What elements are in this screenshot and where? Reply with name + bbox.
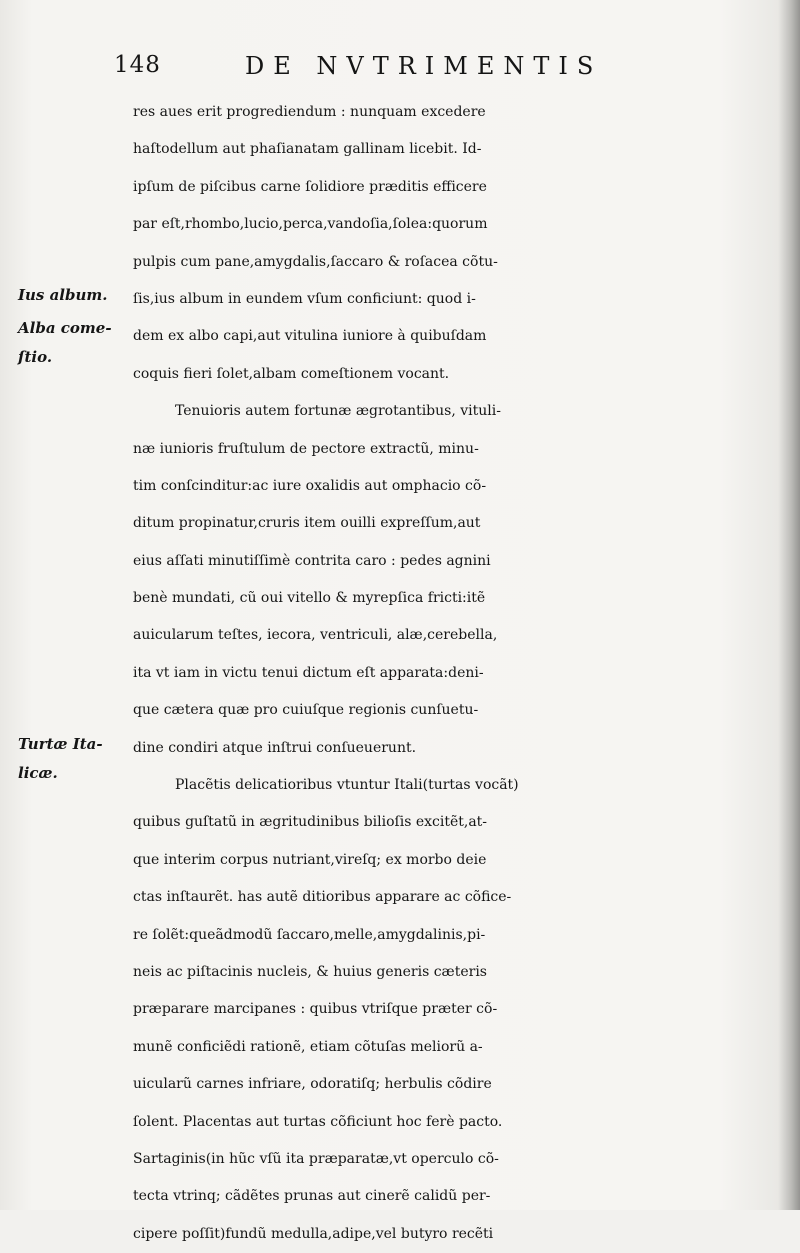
margin-note-alba-come: Alba come- <box>18 319 112 337</box>
text-line: ita vt iam in victu tenui dictum eſt apparata:deni- <box>133 664 484 681</box>
text-line: præparare marcipanes : quibus vtriſque præter cõ- <box>133 1001 498 1018</box>
text-line: ipſum de piſcibus carne ſolidiore præditis efficere <box>133 178 487 195</box>
text-line: Tenuioris autem fortunæ ægrotantibus, vituli- <box>175 403 501 420</box>
text-line: næ iunioris fruſtulum de pectore extractũ, minu- <box>133 440 479 457</box>
text-line: cipere poſſit)fundũ medulla,adipe,vel butyro recẽti <box>133 1225 494 1242</box>
text-line: res aues erit progrediendum : nunquam excedere <box>133 104 486 120</box>
text-line: que interim corpus nutriant,vireſq; ex morbo deie <box>133 851 487 868</box>
running-head: DE NVTRIMENTIS <box>245 52 603 80</box>
text-line: dine condiri atque inſtrui conſueuerunt. <box>133 739 417 756</box>
text-line: auicularum teſtes, iecora, ventriculi, alæ,cerebella, <box>133 627 498 644</box>
text-line: munẽ conficiẽdi rationẽ, etiam cõtuſas meliorũ a- <box>133 1038 483 1055</box>
body-text <box>133 94 773 1253</box>
page-number: 148 <box>114 52 161 78</box>
text-line: tim conſcinditur:ac iure oxalidis aut omphacio cõ- <box>133 477 487 494</box>
text-line: Sartaginis(in hũc vſũ ita præparatæ,vt operculo cõ- <box>133 1150 499 1167</box>
text-line: Placẽtis delicatioribus vtuntur Itali(turtas vocãt) <box>175 777 519 794</box>
text-line: coquis fieri ſolet,albam comeſtionem vocant. <box>133 365 450 382</box>
margin-note-turtae-ita: Turtæ Ita- <box>18 735 103 753</box>
text-line: tecta vtrinq; cãdẽtes prunas aut cinerẽ calidũ per- <box>133 1188 491 1205</box>
margin-note-ius-album: Ius album. <box>18 286 108 304</box>
text-line: uicularũ carnes infriare, odoratiſq; herbulis cõdire <box>133 1076 492 1093</box>
text-line: haſtodellum aut phaſianatam gallinam licebit. Id- <box>133 141 482 158</box>
text-line: dem ex albo capi,aut vitulina iuniore à quibuſdam <box>133 328 487 345</box>
text-line: par eſt,rhombo,lucio,perca,vandoſia,ſolea:quorum <box>133 216 488 233</box>
text-line: eius aſſati minutiſſimè contrita caro : pedes agnini <box>133 552 491 569</box>
text-line: benè mundati, cũ oui vitello & myrepſica fricti:itẽ <box>133 590 486 607</box>
text-line: ditum propinatur,cruris item ouilli expreſſum,aut <box>133 515 481 532</box>
text-line: re ſolẽt:queãdmodũ ſaccaro,melle,amygdalinis,pi- <box>133 926 486 943</box>
text-line: que cætera quæ pro cuiuſque regionis cunſuetu- <box>133 702 479 719</box>
text-line: quibus guſtatũ in ægritudinibus bilioſis excitẽt,at- <box>133 814 488 831</box>
text-line: pulpis cum pane,amygdalis,ſaccaro & roſacea cõtu- <box>133 253 498 270</box>
text-line: neis ac piſtacinis nucleis, & huius generis cæteris <box>133 963 487 980</box>
margin-note-licae: licæ. <box>18 764 58 782</box>
text-line: ſolent. Placentas aut turtas cõficiunt hoc ferè pacto. <box>133 1113 503 1130</box>
text-line: ctas inſtaurẽt. has autẽ ditioribus apparare ac cõfice- <box>133 889 512 906</box>
margin-note-stio: ſtio. <box>18 348 53 366</box>
page-spine-shadow <box>778 0 800 1210</box>
text-line: ſis,ius album in eundem vſum conficiunt: quod i- <box>133 290 476 307</box>
